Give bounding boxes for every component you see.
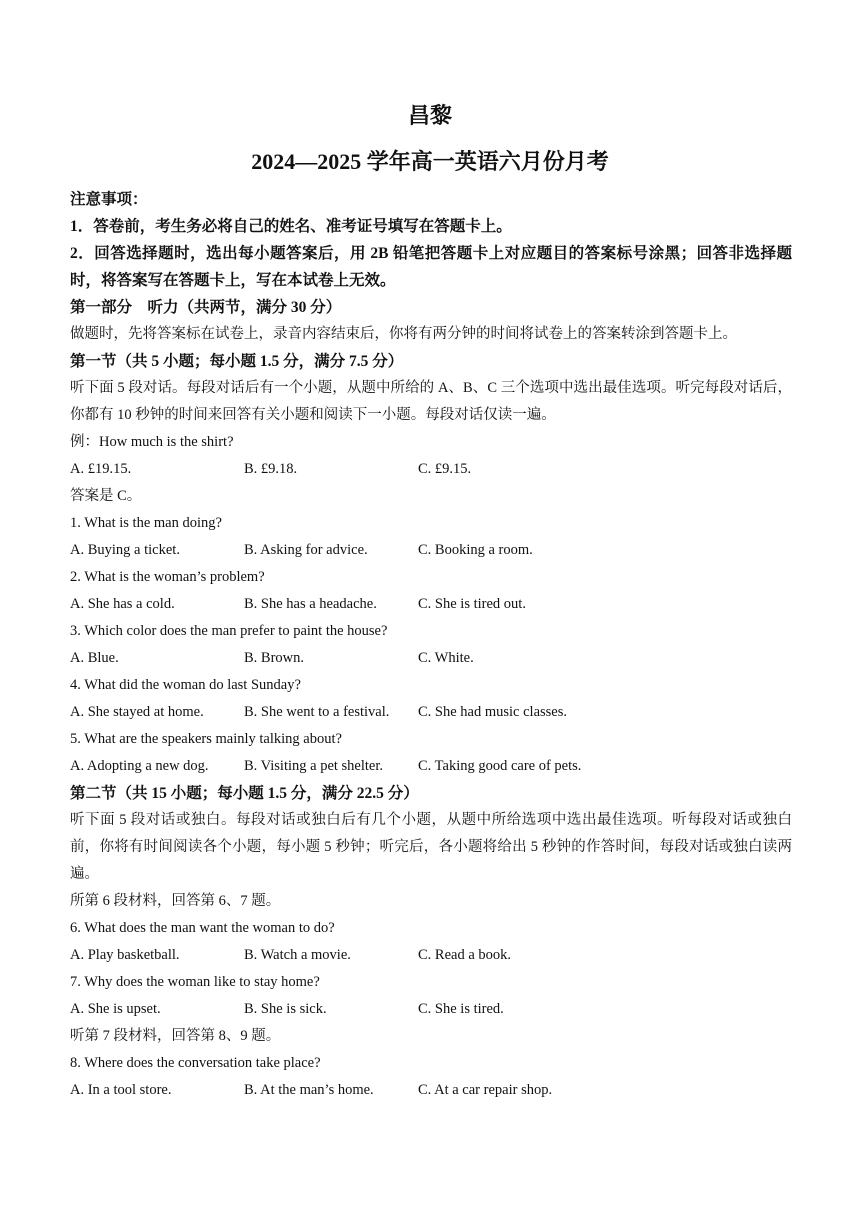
- option-a: A. Adopting a new dog.: [70, 758, 209, 774]
- question-1: 1. What is the man doing?: [70, 515, 222, 531]
- option-a: A. She is upset.: [70, 1001, 161, 1017]
- option-a: A. She stayed at home.: [70, 704, 204, 720]
- part1-instruction: 做题时，先将答案标在试卷上，录音内容结束后，你将有两分钟的时间将试卷上的答案转涂到答题卡上。: [70, 326, 737, 342]
- question-7: 7. Why does the woman like to stay home?: [70, 974, 320, 990]
- option-a: A. In a tool store.: [70, 1082, 172, 1098]
- option-c: C. She is tired out.: [418, 596, 526, 612]
- section1-heading: 第一节（共 5 小题；每小题 1.5 分，满分 7.5 分）: [70, 353, 404, 370]
- section1-instruction: 听下面 5 段对话。每段对话后有一个小题，从题中所给的 A、B、C 三个选项中选出最佳选项。听完每段对话后，你都有 10 秒钟的时间来回答有关小题和阅读下一小题。每段对话仅读一遍。: [70, 380, 792, 423]
- example-answer: 答案是 C。: [70, 488, 142, 504]
- question-6-options: [70, 942, 792, 969]
- option-b: B. She went to a festival.: [244, 704, 390, 720]
- notice-item-1: 1．答卷前，考生务必将自己的姓名、准考证号填写在答题卡上。: [70, 218, 512, 235]
- material-6-note: 所第 6 段材料，回答第 6、7 题。: [70, 893, 281, 909]
- part1-heading: 第一部分 听力（共两节，满分 30 分）: [70, 299, 342, 316]
- option-b: B. £9.18.: [244, 461, 298, 477]
- page-title: 昌黎: [407, 103, 452, 128]
- option-a: A. Play basketball.: [70, 947, 180, 963]
- question-6: 6. What does the man want the woman to do?: [70, 920, 335, 936]
- option-c: C. She is tired.: [418, 1001, 504, 1017]
- question-5: 5. What are the speakers mainly talking about?: [70, 731, 342, 747]
- option-b: B. Asking for advice.: [244, 542, 368, 558]
- question-5-options: [70, 753, 792, 780]
- question-4: 4. What did the woman do last Sunday?: [70, 677, 301, 693]
- section2-instruction: 听下面 5 段对话或独白。每段对话或独白后有几个小题，从题中所给选项中选出最佳选项。听每段对话或独白前，你将有时间阅读各个小题，每小题 5 秒钟；听完后，各小题将给出 5 秒钟的作答时间，每段对话或独白读两遍。: [70, 812, 792, 882]
- option-c: C. Read a book.: [418, 947, 512, 963]
- option-c: C. £9.15.: [418, 461, 472, 477]
- example-question: 例：How much is the shirt?: [70, 434, 234, 450]
- option-b: B. At the man’s home.: [244, 1082, 374, 1098]
- option-c: C. White.: [418, 650, 474, 666]
- question-8-options: [70, 1077, 792, 1104]
- material-7-note: 听第 7 段材料，回答第 8、9 题。: [70, 1028, 281, 1044]
- section2-heading: 第二节（共 15 小题；每小题 1.5 分，满分 22.5 分）: [70, 785, 419, 802]
- question-2: 2. What is the woman’s problem?: [70, 569, 265, 585]
- option-c: C. At a car repair shop.: [418, 1082, 553, 1098]
- option-b: B. Brown.: [244, 650, 305, 666]
- question-4-options: [70, 699, 792, 726]
- example-options: [70, 456, 792, 483]
- option-b: B. Watch a movie.: [244, 947, 351, 963]
- option-b: B. She has a headache.: [244, 596, 377, 612]
- option-a: A. £19.15.: [70, 461, 132, 477]
- question-8: 8. Where does the conversation take place?: [70, 1055, 321, 1071]
- exam-content: [70, 186, 792, 1104]
- option-c: C. Booking a room.: [418, 542, 533, 558]
- option-b: B. She is sick.: [244, 1001, 327, 1017]
- option-a: A. Buying a ticket.: [70, 542, 180, 558]
- option-c: C. Taking good care of pets.: [418, 758, 582, 774]
- question-3: 3. Which color does the man prefer to paint the house?: [70, 623, 388, 639]
- question-7-options: [70, 996, 792, 1023]
- option-c: C. She had music classes.: [418, 704, 568, 720]
- exam-subtitle: 2024—2025 学年高一英语六月份月考: [251, 149, 609, 174]
- option-a: A. She has a cold.: [70, 596, 175, 612]
- notice-heading: 注意事项：: [70, 191, 148, 208]
- question-1-options: [70, 537, 792, 564]
- question-3-options: [70, 645, 792, 672]
- notice-item-2: 2．回答选择题时，选出每小题答案后，用 2B 铅笔把答题卡上对应题目的答案标号涂黑；回答非选择题时，将答案写在答题卡上，写在本试卷上无效。: [70, 245, 792, 289]
- option-a: A. Blue.: [70, 650, 119, 666]
- question-2-options: [70, 591, 792, 618]
- option-b: B. Visiting a pet shelter.: [244, 758, 384, 774]
